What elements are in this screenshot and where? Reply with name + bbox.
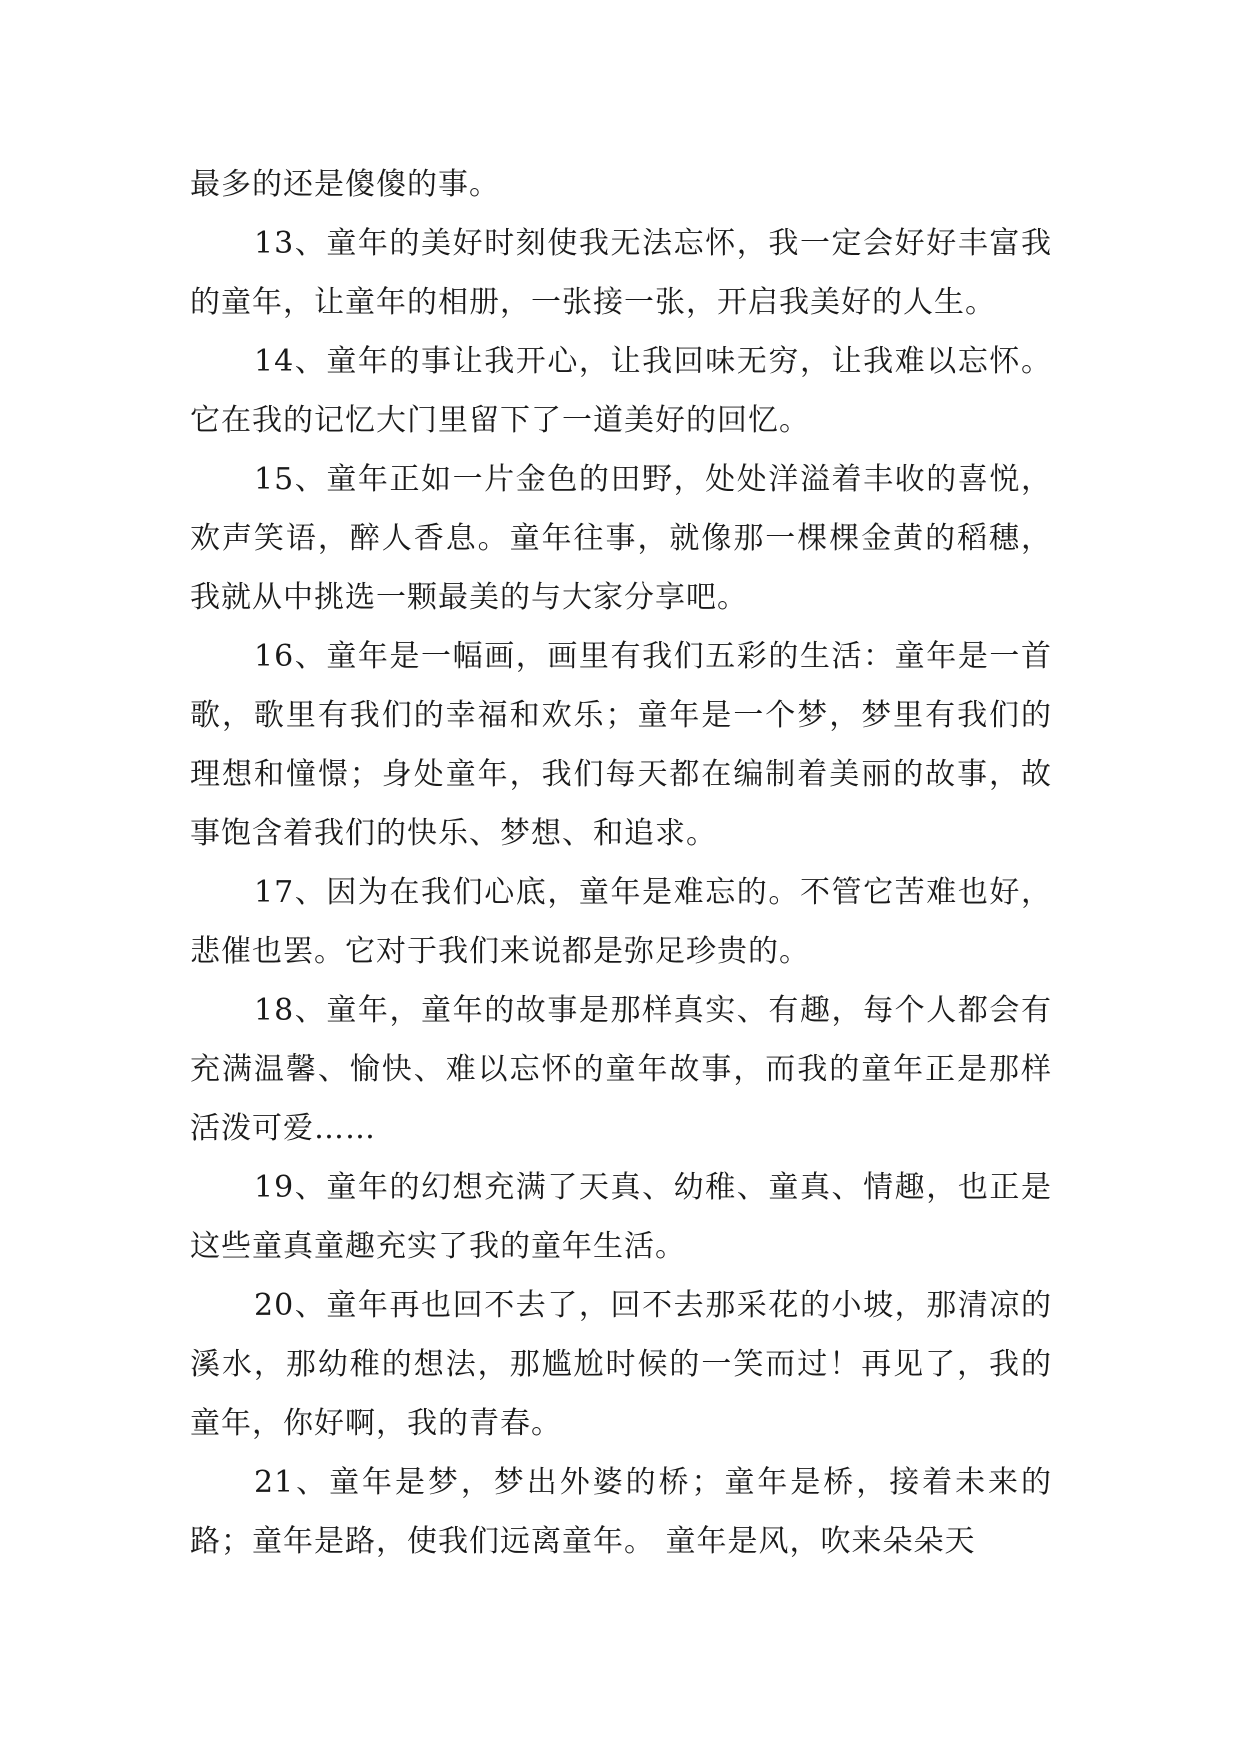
paragraph-20: 20、童年再也回不去了，回不去那采花的小坡，那清凉的溪水，那幼稚的想法，那尴尬时候的一笑而过！再见了，我的童年，你好啊，我的青春。 — [190, 1288, 1052, 1441]
paragraph-18: 18、童年，童年的故事是那样真实、有趣，每个人都会有充满温馨、愉快、难以忘怀的童年故事，而我的童年正是那样活泼可爱…… — [190, 993, 1052, 1146]
document-body — [190, 155, 1052, 1571]
paragraph-19: 19、童年的幻想充满了天真、幼稚、童真、情趣，也正是这些童真童趣充实了我的童年生活。 — [190, 1170, 1052, 1264]
paragraph-continuation: 最多的还是傻傻的事。 — [190, 167, 500, 202]
paragraph-13: 13、童年的美好时刻使我无法忘怀，我一定会好好丰富我的童年，让童年的相册，一张接一张，开启我美好的人生。 — [190, 226, 1052, 320]
paragraph-17: 17、因为在我们心底，童年是难忘的。不管它苦难也好，悲催也罢。它对于我们来说都是弥足珍贵的。 — [190, 875, 1052, 969]
paragraph-21: 21、童年是梦，梦出外婆的桥；童年是桥，接着未来的路；童年是路，使我们远离童年。 童年是风，吹来朵朵天 — [190, 1465, 1052, 1559]
paragraph-15: 15、童年正如一片金色的田野，处处洋溢着丰收的喜悦，欢声笑语，醉人香息。童年往事，就像那一棵棵金黄的稻穗，我就从中挑选一颗最美的与大家分享吧。 — [190, 462, 1052, 615]
paragraph-14: 14、童年的事让我开心，让我回味无穷，让我难以忘怀。它在我的记忆大门里留下了一道美好的回忆。 — [190, 344, 1052, 438]
paragraph-16: 16、童年是一幅画，画里有我们五彩的生活：童年是一首歌，歌里有我们的幸福和欢乐；童年是一个梦，梦里有我们的理想和憧憬；身处童年，我们每天都在编制着美丽的故事，故事饱含着我们的快乐、梦想、和追求。 — [190, 639, 1052, 851]
